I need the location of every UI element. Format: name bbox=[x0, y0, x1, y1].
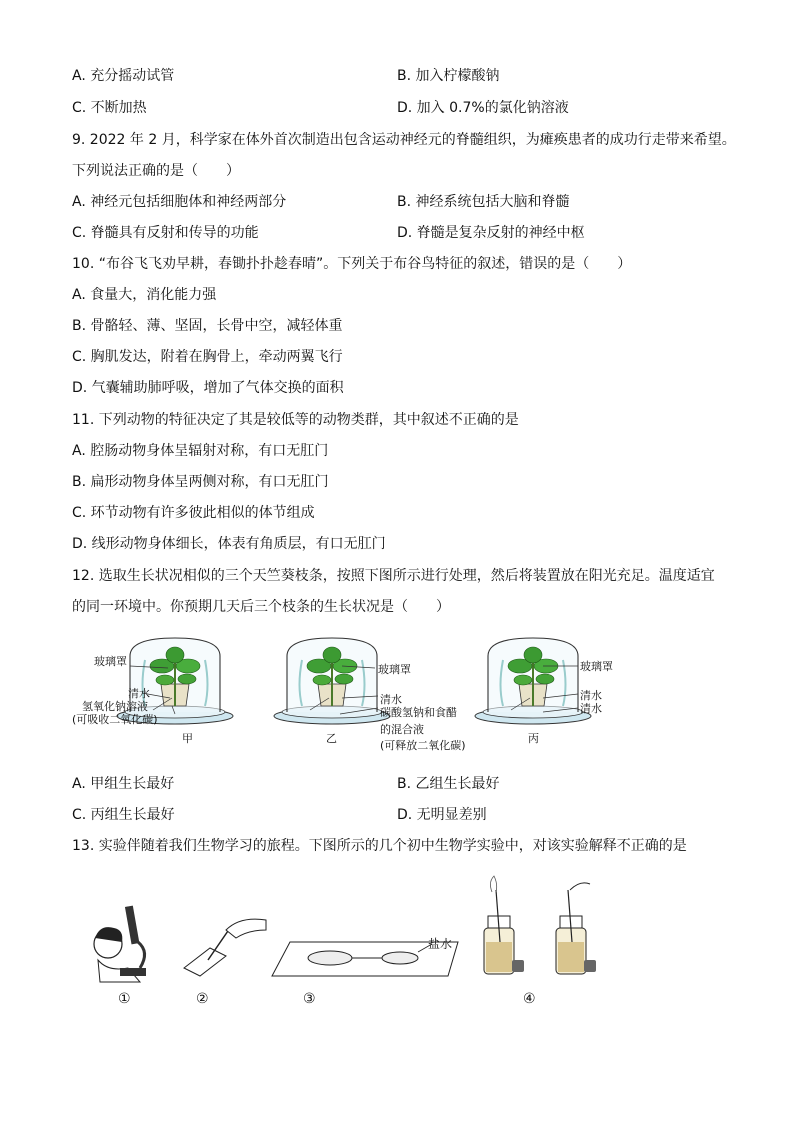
q8-option-b: B. 加入柠檬酸钠 bbox=[397, 68, 500, 84]
jia-water-label: 清水 bbox=[128, 687, 150, 700]
q9-option-c: C. 脊髓具有反射和传导的功能 bbox=[72, 225, 259, 241]
bing-name: 丙 bbox=[528, 732, 539, 745]
q11-option-d: D. 线形动物身体细长，体表有角质层，有口无肛门 bbox=[72, 536, 386, 552]
q10-option-a: A. 食量大，消化能力强 bbox=[72, 287, 217, 303]
q13-figure bbox=[80, 872, 640, 1012]
yi-water-label: 清水 bbox=[380, 693, 402, 706]
q9-stem-line2: 下列说法正确的是（ ） bbox=[72, 163, 240, 179]
jia-cover-label: 玻璃罩 bbox=[94, 655, 127, 668]
q12-option-a: A. 甲组生长最好 bbox=[72, 776, 175, 792]
saltwater-label: 盐水 bbox=[428, 937, 453, 951]
experiment-number-2: ② bbox=[196, 991, 209, 1007]
q11-option-b: B. 扁形动物身体呈两侧对称，有口无肛门 bbox=[72, 474, 329, 490]
microscope-student bbox=[94, 906, 146, 982]
yi-name: 乙 bbox=[326, 732, 337, 745]
q11-stem: 11. 下列动物的特征决定了其是较低等的动物类群，其中叙述不正确的是 bbox=[72, 412, 519, 428]
q12-figure bbox=[80, 636, 620, 756]
experiment-number-3: ③ bbox=[303, 991, 316, 1007]
q12-option-b: B. 乙组生长最好 bbox=[397, 776, 500, 792]
seed-jar-2 bbox=[556, 883, 596, 974]
yi-solution2-label: 的混合液 bbox=[380, 723, 424, 736]
experiment-number-1: ① bbox=[118, 991, 131, 1007]
bing-water2-label: 清水 bbox=[580, 702, 602, 715]
q10-option-d: D. 气囊辅助肺呼吸，增加了气体交换的面积 bbox=[72, 380, 344, 396]
slide-preparation bbox=[184, 919, 266, 976]
experiment-number-4: ④ bbox=[523, 991, 536, 1007]
jia-solution-label: 氢氧化钠溶液 bbox=[82, 700, 148, 713]
q11-option-a: A. 腔肠动物身体呈辐射对称，有口无肛门 bbox=[72, 443, 329, 459]
bing-cover-label: 玻璃罩 bbox=[580, 660, 613, 673]
yi-cover-label: 玻璃罩 bbox=[378, 663, 411, 676]
seed-jar-1 bbox=[484, 876, 524, 974]
jia-note-label: (可吸收二氧化碳) bbox=[72, 713, 158, 726]
q12-option-d: D. 无明显差别 bbox=[397, 807, 487, 823]
q8-option-d: D. 加入 0.7%的氯化钠溶液 bbox=[397, 100, 569, 116]
q9-option-a: A. 神经元包括细胞体和神经两部分 bbox=[72, 194, 287, 210]
q13-stem: 13. 实验伴随着我们生物学习的旅程。下图所示的几个初中生物学实验中，对该实验解释不正确的是 bbox=[72, 838, 687, 854]
apparatus-yi bbox=[274, 638, 390, 724]
q8-option-c: C. 不断加热 bbox=[72, 100, 147, 116]
q8-option-a: A. 充分摇动试管 bbox=[72, 68, 175, 84]
q11-option-c: C. 环节动物有许多彼此相似的体节组成 bbox=[72, 505, 315, 521]
q12-option-c: C. 丙组生长最好 bbox=[72, 807, 175, 823]
bing-water-label: 清水 bbox=[580, 689, 602, 702]
jia-name: 甲 bbox=[182, 732, 193, 745]
q9-stem-line1: 9. 2022 年 2 月，科学家在体外首次制造出包含运动神经元的脊髓组织，为瘫痪患者的成功行走带来希望。 bbox=[72, 132, 736, 148]
q9-option-d: D. 脊髓是复杂反射的神经中枢 bbox=[397, 225, 585, 241]
q10-option-c: C. 胸肌发达，附着在胸骨上，牵动两翼飞行 bbox=[72, 349, 343, 365]
yi-solution1-label: 碳酸氢钠和食醋 bbox=[380, 706, 457, 719]
q10-option-b: B. 骨骼轻、薄、坚固，长骨中空，减轻体重 bbox=[72, 318, 343, 334]
q12-stem-line2: 的同一环境中。你预期几天后三个枝条的生长状况是（ ） bbox=[72, 599, 450, 615]
q12-stem-line1: 12. 选取生长状况相似的三个天竺葵枝条，按照下图所示进行处理，然后将装置放在阳光充足。温度适宜 bbox=[72, 568, 715, 584]
yi-note-label: (可释放二氧化碳) bbox=[380, 739, 466, 752]
q9-option-b: B. 神经系统包括大脑和脊髓 bbox=[397, 194, 570, 210]
q10-stem: 10. “布谷飞飞劝早耕，春锄扑扑趁春晴”。下列关于布谷鸟特征的叙述，错误的是（ ） bbox=[72, 256, 632, 272]
apparatus-bing bbox=[475, 638, 591, 724]
